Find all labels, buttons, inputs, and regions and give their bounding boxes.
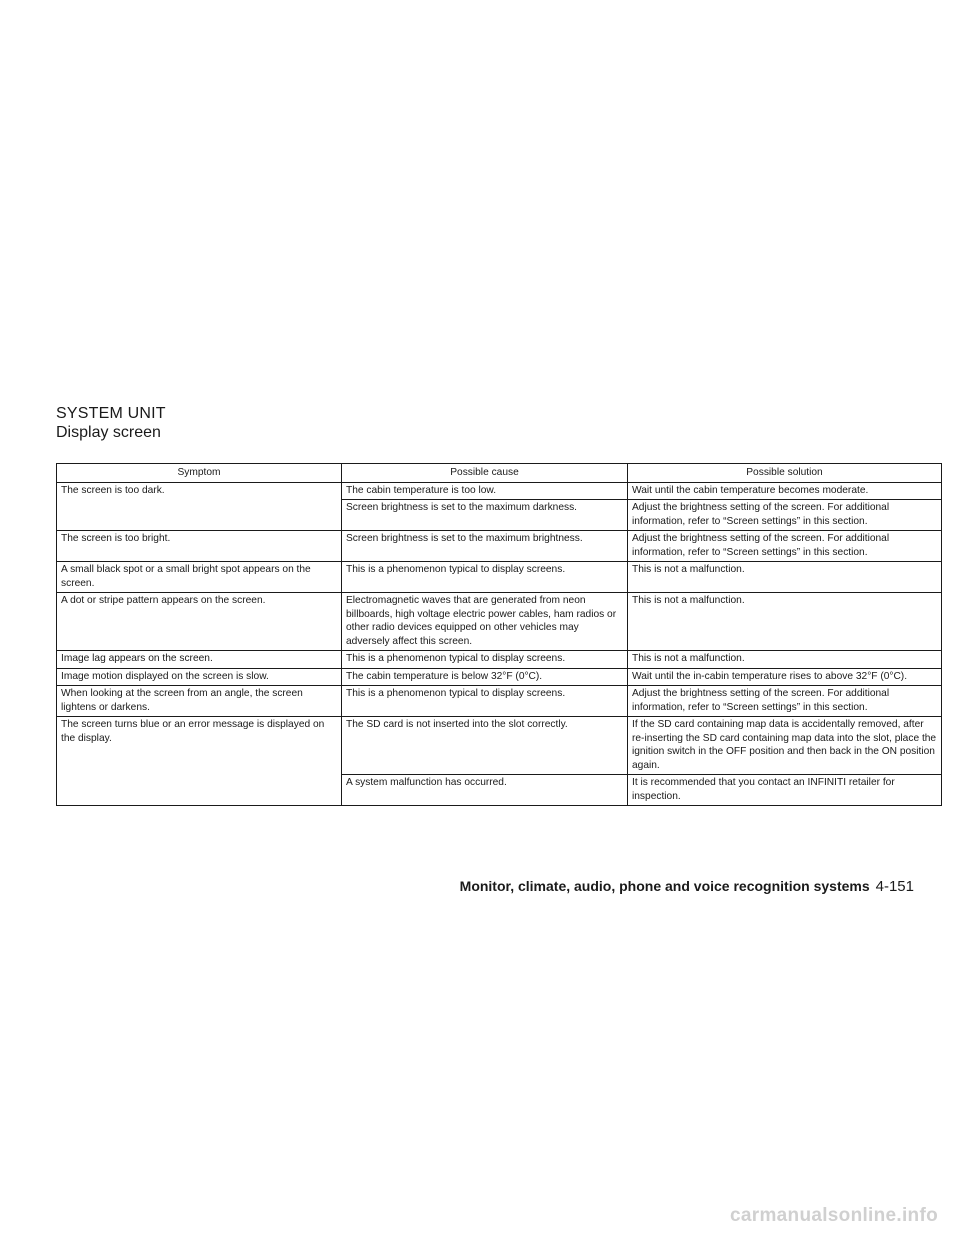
solution-cell: Wait until the in-cabin temperature rises to above 32°F (0°C). — [628, 668, 942, 686]
cause-cell: This is a phenomenon typical to display screens. — [342, 651, 628, 669]
symptom-cell: A small black spot or a small bright spot appears on the screen. — [57, 562, 342, 593]
solution-cell: If the SD card containing map data is accidentally removed, after re-inserting the SD card containing map data into the slot, place the ignition switch in the OFF position and then back in the ON position again. — [628, 717, 942, 775]
cause-cell: This is a phenomenon typical to display screens. — [342, 686, 628, 717]
cause-cell: The SD card is not inserted into the slot correctly. — [342, 717, 628, 775]
table-row — [57, 686, 942, 717]
cause-cell: Screen brightness is set to the maximum brightness. — [342, 531, 628, 562]
solution-cell: Adjust the brightness setting of the screen. For additional information, refer to “Screen settings” in this section. — [628, 500, 942, 531]
solution-cell: Wait until the cabin temperature becomes moderate. — [628, 482, 942, 500]
page-footer — [460, 877, 914, 896]
cause-cell: Electromagnetic waves that are generated from neon billboards, high voltage electric power cables, ham radios or other radio devices equipped on other vehicles may adversely affect this screen. — [342, 593, 628, 651]
section-subtitle: Display screen — [56, 424, 161, 441]
solution-cell: This is not a malfunction. — [628, 562, 942, 593]
symptom-cell: A dot or stripe pattern appears on the screen. — [57, 593, 342, 651]
table-row — [57, 531, 942, 562]
table-row — [57, 562, 942, 593]
table-header-row — [57, 464, 942, 483]
symptom-cell: The screen turns blue or an error message is displayed on the display. — [57, 717, 342, 806]
footer-section-name: Monitor, climate, audio, phone and voice recognition systems — [459, 878, 870, 894]
symptom-cell: The screen is too bright. — [57, 531, 342, 562]
symptom-cell: Image motion displayed on the screen is slow. — [57, 668, 342, 686]
solution-cell: This is not a malfunction. — [628, 651, 942, 669]
table-row — [57, 717, 942, 775]
section-title: SYSTEM UNIT — [56, 405, 166, 422]
table-row — [57, 668, 942, 686]
cause-cell: Screen brightness is set to the maximum darkness. — [342, 500, 628, 531]
symptom-cell: Image lag appears on the screen. — [57, 651, 342, 669]
solution-cell: It is recommended that you contact an INFINITI retailer for inspection. — [628, 775, 942, 806]
solution-cell: Adjust the brightness setting of the screen. For additional information, refer to “Screen settings” in this section. — [628, 686, 942, 717]
solution-cell: This is not a malfunction. — [628, 593, 942, 651]
table-row — [57, 651, 942, 669]
footer-page-number: 4-151 — [875, 878, 914, 895]
watermark-text: carmanualsonline.info — [730, 1205, 938, 1226]
solution-cell: Adjust the brightness setting of the screen. For additional information, refer to “Screen settings” in this section. — [628, 531, 942, 562]
symptom-cell: The screen is too dark. — [57, 482, 342, 531]
cause-cell: The cabin temperature is below 32°F (0°C). — [342, 668, 628, 686]
cause-cell: This is a phenomenon typical to display screens. — [342, 562, 628, 593]
header-possible-solution: Possible solution — [628, 464, 942, 483]
troubleshooting-table — [56, 463, 942, 806]
header-possible-cause: Possible cause — [342, 464, 628, 483]
cause-cell: A system malfunction has occurred. — [342, 775, 628, 806]
symptom-cell: When looking at the screen from an angle, the screen lightens or darkens. — [57, 686, 342, 717]
table-row — [57, 482, 942, 500]
cause-cell: The cabin temperature is too low. — [342, 482, 628, 500]
header-symptom: Symptom — [57, 464, 342, 483]
table-row — [57, 593, 942, 651]
